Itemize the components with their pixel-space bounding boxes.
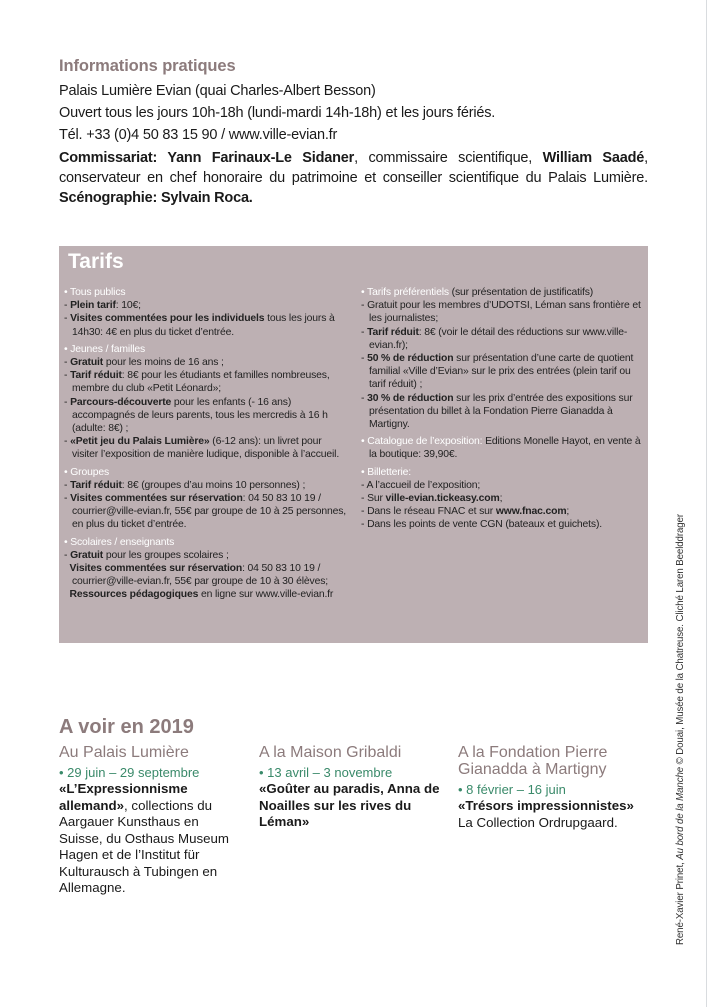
tarif-item: Ressources pédagogiques en ligne sur www.ville-evian.fr bbox=[69, 589, 334, 601]
fnac-link[interactable]: www.fnac.com bbox=[495, 506, 567, 518]
tarif-item: - Tarif réduit: 8€ (groupes d’au moins 10 personnes) ; bbox=[64, 479, 306, 491]
scenography-credit: Scénographie: Sylvain Roca. bbox=[59, 190, 253, 206]
tarifs-left-column bbox=[64, 286, 349, 606]
venue-description: «L’Expressionnisme allemand», collections du Aargauer Kunsthaus en Suisse, du Osthaus Museum Hagen et de l’Institut für Kulturausch à Tubingen en Allemagne. bbox=[59, 781, 229, 895]
section-heading: • Tarifs préférentiels (sur présentation de justificatifs) bbox=[361, 287, 594, 298]
curators-credits bbox=[59, 148, 648, 208]
section-heading: • Billetterie: bbox=[361, 466, 412, 478]
section-heading: • Jeunes / familles bbox=[64, 343, 146, 355]
catalogue-info: • Catalogue de l’exposition: Editions Monelle Hayot, en vente à la boutique: 39,90€. bbox=[361, 436, 641, 461]
venue-dates: • 13 avril – 3 novembre bbox=[259, 765, 393, 780]
contact-line: Tél. +33 (0)4 50 83 15 90 / www.ville-evian.fr bbox=[59, 127, 338, 143]
venue-palais-lumiere bbox=[59, 744, 244, 897]
tarif-item: - «Petit jeu du Palais Lumière» (6-12 ans): un livret pour visiter l’exposition de manière ludique, disponible à l’accueil. bbox=[64, 436, 340, 461]
tickeasy-link[interactable]: ville-evian.tickeasy.com bbox=[385, 493, 500, 505]
tarif-item: - Plein tarif: 10€; bbox=[64, 300, 141, 312]
second-curator-name: William Saadé bbox=[542, 150, 645, 166]
tarifs-box bbox=[59, 246, 648, 643]
tarif-section-catalogue bbox=[361, 435, 643, 461]
tarif-item: - Parcours-découverte pour les enfants (- 16 ans) accompagnés de leurs parents, tous les mercredis à 16 h (adulte: 8€) ; bbox=[64, 396, 328, 435]
tarif-section-tous-publics bbox=[64, 286, 349, 339]
tarifs-title: Tarifs bbox=[68, 250, 124, 273]
section-heading: • Scolaires / enseignants bbox=[64, 536, 175, 548]
section-heading: • Groupes bbox=[64, 466, 110, 478]
venue-description: «Trésors impressionnistes» La Collection Ordrupgaard. bbox=[458, 798, 634, 830]
second-curator-role: , conservateur en chef honoraire du patrimoine et conseiller scientifique du Palais Lumière. bbox=[59, 150, 648, 186]
tarifs-right-column bbox=[361, 286, 643, 536]
page-edge-line bbox=[706, 0, 707, 1007]
tarif-item: - Gratuit pour les membres d’UDOTSI, Léman sans frontière et les journalistes; bbox=[361, 300, 641, 325]
tarif-section-billetterie bbox=[361, 466, 643, 532]
venue-description: «Goûter au paradis, Anna de Noailles sur les rives du Léman» bbox=[259, 781, 440, 829]
photo-credit-vertical: René-Xavier Prinet, Au bord de la Manche © Douai, Musée de la Chatreuse. Cliché Laren Beelddrager bbox=[675, 514, 686, 945]
tarif-item: - Gratuit pour les groupes scolaires ; bbox=[64, 549, 229, 561]
venue-address: Palais Lumière Evian (quai Charles-Albert Besson) bbox=[59, 83, 376, 99]
tarif-item: - Tarif réduit: 8€ pour les étudiants et familles nombreuses, membre du club «Petit Léonard»; bbox=[64, 370, 330, 395]
a-voir-section bbox=[59, 716, 659, 895]
tarif-item: - Gratuit pour les moins de 16 ans ; bbox=[64, 357, 224, 369]
venue-maison-gribaldi bbox=[259, 744, 444, 831]
billetterie-item: - Dans le réseau FNAC et sur www.fnac.com; bbox=[361, 506, 570, 518]
practical-info-section bbox=[59, 57, 648, 208]
billetterie-item: - Sur ville-evian.tickeasy.com; bbox=[361, 493, 503, 505]
a-voir-title: A voir en 2019 bbox=[59, 716, 194, 738]
commissariat-role: , commissaire scientifique, bbox=[354, 150, 543, 166]
tarif-item: - 50 % de réduction sur présentation d’une carte de quotient familial «Ville d’Evian» sur le prix des entrées (plein tarif ou tarif réduit) ; bbox=[361, 353, 634, 391]
practical-info-title: Informations pratiques bbox=[59, 57, 236, 75]
tarif-item: Visites commentées sur réservation: 04 50 83 10 19 / courrier@ville-evian.fr, 55€ par groupe de 10 à 30 élèves; bbox=[69, 563, 328, 588]
tarif-item: - Tarif réduit: 8€ (voir le détail des réductions sur www.ville-evian.fr); bbox=[361, 326, 628, 351]
venue-name: A la Fondation Pierre Gianadda à Martigny bbox=[458, 744, 608, 778]
commissariat-label: Commissariat: Yann Farinaux-Le Sidaner bbox=[59, 150, 355, 166]
venue-name: A la Maison Gribaldi bbox=[259, 744, 402, 761]
section-heading: • Tous publics bbox=[64, 287, 126, 298]
tarif-section-preferentiels bbox=[361, 286, 643, 431]
billetterie-item: - Dans les points de vente CGN (bateaux et guichets). bbox=[361, 519, 602, 531]
billetterie-item: - A l’accueil de l’exposition; bbox=[361, 479, 481, 491]
venue-name: Au Palais Lumière bbox=[59, 744, 189, 761]
venue-dates: • 29 juin – 29 septembre bbox=[59, 765, 200, 780]
venue-dates: • 8 février – 16 juin bbox=[458, 782, 566, 797]
opening-hours: Ouvert tous les jours 10h-18h (lundi-mardi 14h-18h) et les jours fériés. bbox=[59, 105, 496, 121]
tarif-section-groupes bbox=[64, 466, 349, 532]
tarif-item: - 30 % de réduction sur les prix d’entrée des expositions sur présentation du billet à la Fondation Pierre Gianadda à Martigny. bbox=[361, 392, 633, 431]
venue-fondation-gianadda bbox=[458, 744, 643, 831]
tarif-section-jeunes-familles bbox=[64, 343, 349, 462]
tarif-section-scolaires bbox=[64, 536, 349, 602]
tarif-item: - Visites commentées sur réservation: 04 50 83 10 19 / courrier@ville-evian.fr, 55€ par groupe de 10 à 25 personnes, en plus du ticket d’entrée. bbox=[64, 493, 347, 531]
tarif-item: - Visites commentées pour les individuels tous les jours à 14h30: 4€ en plus du ticket d’entrée. bbox=[64, 313, 335, 338]
